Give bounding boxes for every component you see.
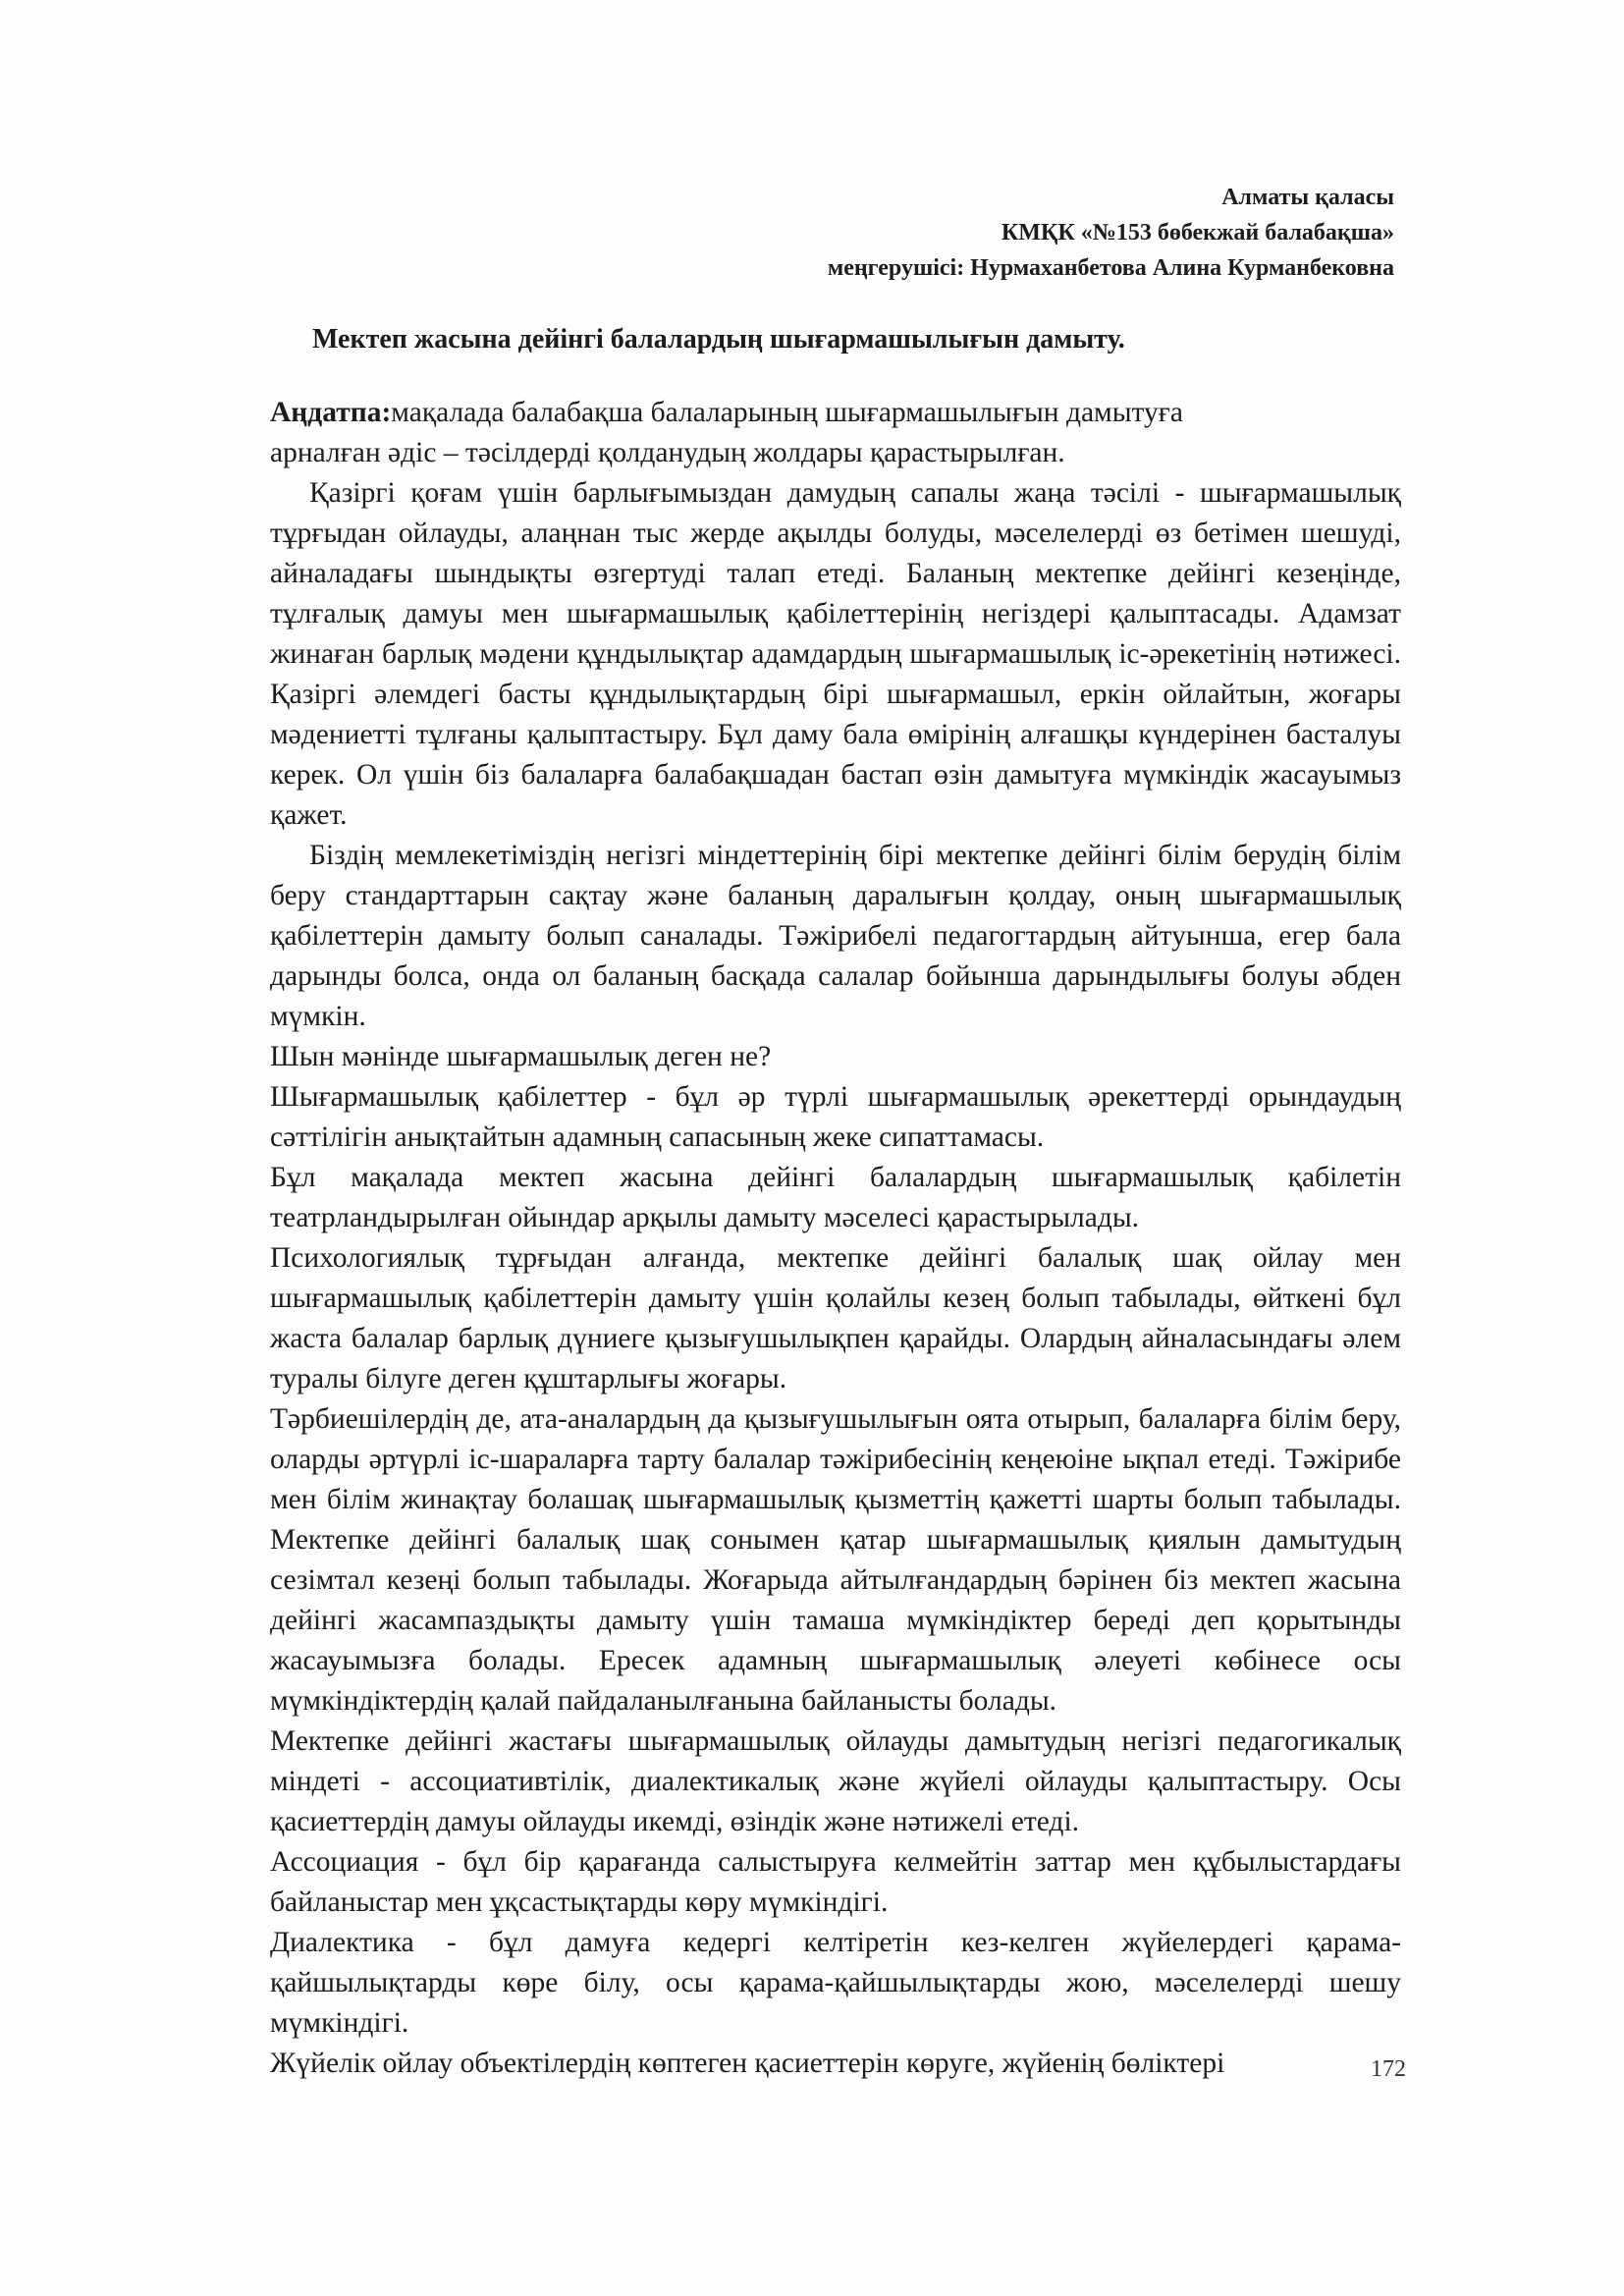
paragraph-question: Шын мәнінде шығармашылық деген не? bbox=[270, 1041, 772, 1072]
abstract bbox=[270, 393, 1262, 473]
article-title: Мектеп жасына дейінгі балалардың шығармашылығын дамыту. bbox=[312, 324, 1125, 355]
article-body bbox=[270, 393, 1401, 2084]
paragraph: Ассоциация - бұл бір қарағанда салыстыруға келмейтін заттар мен құбылыстардағы байланыстар мен ұқсастықтарды көру мүмкіндігі. bbox=[270, 1846, 1401, 1918]
paragraph: Жүйелік ойлау объектілердің көптеген қасиеттерін көруге, жүйенің бөліктері bbox=[270, 2048, 1225, 2079]
paragraph: Диалектика - бұл дамуға кедергі келтіретін кез-келген жүйелердегі қарама-қайшылықтарды көре білу, осы қарама-қайшылықтарды жою, мәселелерді шешу мүмкіндігі. bbox=[270, 1927, 1401, 2039]
abstract-text: мақалада балабақша балаларының шығармашылығын дамытуға арналған әдіс – тәсілдерді қолданудың жолдары қарастырылған. bbox=[270, 397, 1183, 468]
header-organization: КМҚК «№153 бөбекжай балабақша» bbox=[1001, 220, 1394, 246]
paragraph: Біздің мемлекетіміздің негізгі міндеттерінің бірі мектепке дейінгі білім берудің білім беру стандарттарын сақтау және баланың даралығын қолдау, оның шығармашылық қабілеттерін дамыту болып саналады. Тәжірибелі педагогтардың айтуынша, егер бала дарынды болса, онда ол баланың басқада салалар бойынша дарындылығы болуы әбден мүмкін. bbox=[270, 840, 1401, 1032]
paragraph: Психологиялық тұрғыдан алғанда, мектепке дейінгі балалық шақ ойлау мен шығармашылық қабілеттерін дамыту үшін қолайлы кезең болып табылады, өйткені бұл жаста балалар барлық дүниеге қызығушылықпен қарайды. Олардың айналасындағы әлем туралы білуге деген құштарлығы жоғары. bbox=[270, 1242, 1401, 1394]
paragraph: Мектепке дейінгі жастағы шығармашылық ойлауды дамытудың негізгі педагогикалық міндеті - ассоциативтілік, диалектикалық және жүйелі ойлауды қалыптастыру. Осы қасиеттердің дамуы ойлауды икемді, өзіндік және нәтижелі етеді. bbox=[270, 1725, 1401, 1837]
page-number: 172 bbox=[1371, 2056, 1406, 2082]
abstract-label: Аңдатпа: bbox=[270, 397, 392, 428]
paragraph: Тәрбиешілердің де, ата-аналардың да қызығушылығын оята отырып, балаларға білім беру, оларды әртүрлі іс-шараларға тарту балалар тәжірибесінің кеңеюіне ықпал етеді. Тәжірибе мен білім жинақтау болашақ шығармашылық қызметтің қажетті шарты болып табылады. Мектепке дейінгі балалық шақ сонымен қатар шығармашылық қиялын дамытудың сезімтал кезеңі болып табылады. Жоғарыда айтылғандардың бәрінен біз мектеп жасына дейінгі жасампаздықты дамыту үшін тамаша мүмкіндіктер береді деп қорытынды жасауымызға болады. Ересек адамның шығармашылық әлеуеті көбінесе осы мүмкіндіктердің қалай пайдаланылғанына байланысты болады. bbox=[270, 1403, 1401, 1717]
paragraph: Бұл мақалада мектеп жасына дейінгі балалардың шығармашылық қабілетін театрландырылған ойындар арқылы дамыту мәселесі қарастырылады. bbox=[270, 1162, 1401, 1233]
paragraph: Қазіргі қоғам үшін барлығымыздан дамудың сапалы жаңа тәсілі - шығармашылық тұрғыдан ойлауды, алаңнан тыс жерде ақылды болуды, мәселелерді өз бетімен шешуді, айналадағы шындықты өзгертуді талап етеді. Баланың мектепке дейінгі кезеңінде, тұлғалық дамуы мен шығармашылық қабілеттерінің негіздері қалыптасады. Адамзат жинаған барлық мәдени құндылықтар адамдардың шығармашылық іс-әрекетінің нәтижесі. Қазіргі әлемдегі басты құндылықтардың бірі шығармашыл, еркін ойлайтын, жоғары мәдениетті тұлғаны қалыптастыру. Бұл даму бала өмірінің алғашқы күндерінен басталуы керек. Ол үшін біз балаларға балабақшадан бастап өзін дамытуға мүмкіндік жасауымыз қажет. bbox=[270, 477, 1401, 831]
author-header bbox=[828, 180, 1394, 286]
header-author: меңгерушісі: Нурмаханбетова Алина Курманбековна bbox=[827, 255, 1394, 281]
header-city: Алматы қаласы bbox=[1221, 185, 1394, 210]
paragraph: Шығармашылық қабілеттер - бұл әр түрлі шығармашылық әрекеттерді орындаудың сәттілігін анықтайтын адамның сапасының жеке сипаттамасы. bbox=[270, 1081, 1401, 1153]
